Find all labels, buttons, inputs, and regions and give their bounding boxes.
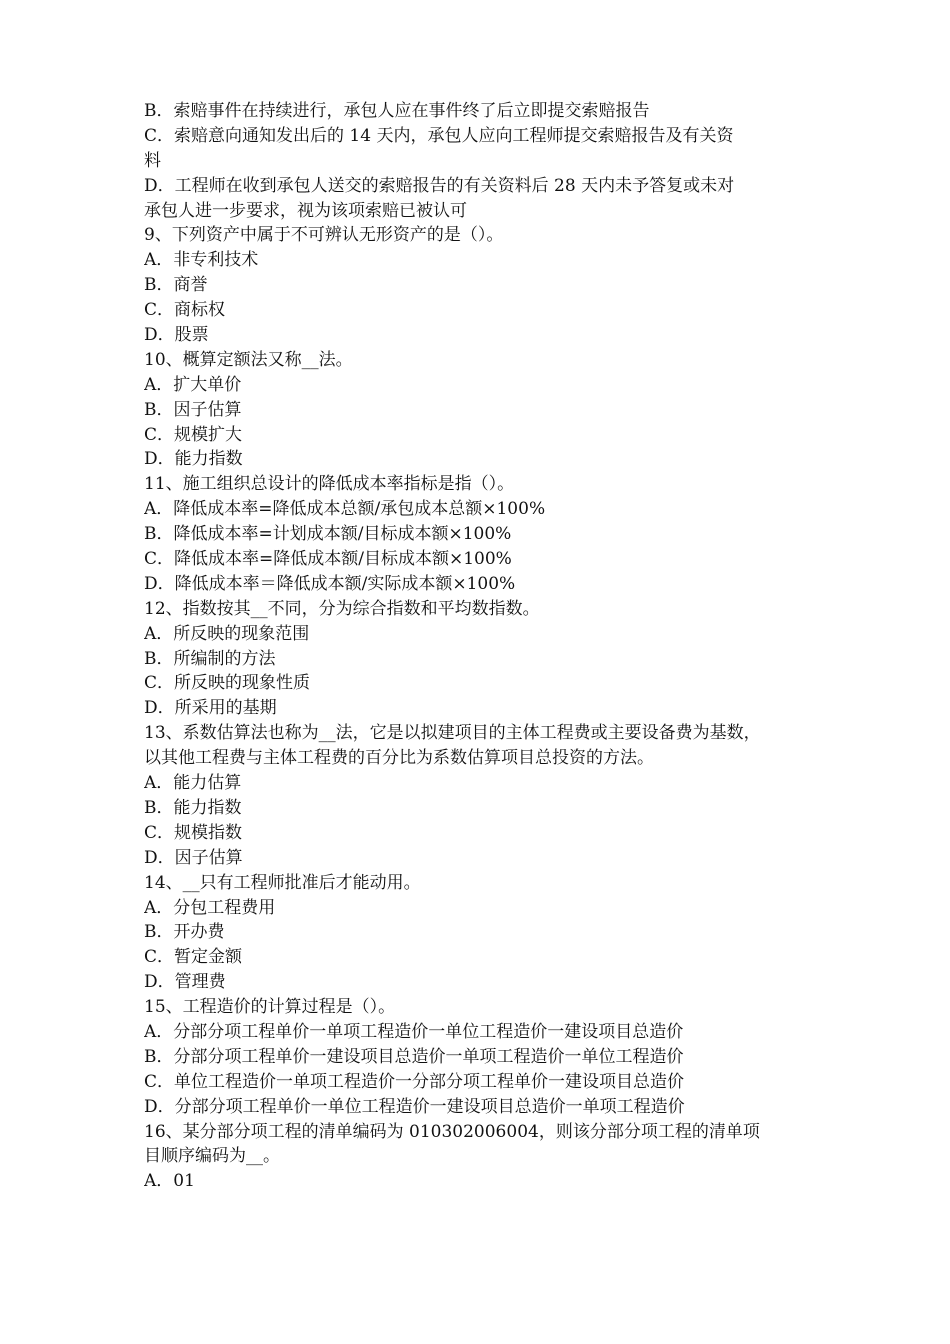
option-line: C．商标权 (144, 300, 226, 321)
text-line: D．工程师在收到承包人送交的索赔报告的有关资料后 28 天内未予答复或未对 (144, 175, 735, 196)
question-stem: 9、下列资产中属于不可辨认无形资产的是（）。 (144, 225, 504, 246)
question-stem: 12、指数按其__不同，分为综合指数和平均数指数。 (144, 598, 540, 619)
option-line: C．暂定金额 (144, 947, 243, 968)
option-line: B．所编制的方法 (144, 648, 276, 669)
question-stem: 10、概算定额法又称__法。 (144, 349, 353, 370)
option-line: D．管理费 (144, 972, 226, 993)
option-line: D．因子估算 (144, 847, 243, 868)
text-line: 料 (144, 150, 161, 171)
option-line: B．商誉 (144, 275, 208, 296)
option-line: D．股票 (144, 325, 209, 346)
option-line: C．降低成本率=降低成本额/目标成本额×100% (144, 549, 512, 570)
option-line: A．分包工程费用 (144, 897, 276, 918)
question-stem: 11、施工组织总设计的降低成本率指标是指（）。 (144, 474, 515, 495)
option-line: A．非专利技术 (144, 250, 259, 271)
option-line: D．分部分项工程单价一单位工程造价一建设项目总造价一单项工程造价 (144, 1096, 685, 1117)
option-line: D．能力指数 (144, 449, 243, 470)
text-line: C．索赔意向通知发出后的 14 天内，承包人应向工程师提交索赔报告及有关资 (144, 125, 734, 146)
question-stem: 15、工程造价的计算过程是（）。 (144, 997, 396, 1018)
option-line: A．01 (144, 1171, 195, 1192)
option-line: A．能力估算 (144, 773, 242, 794)
option-line: B．分部分项工程单价一建设项目总造价一单项工程造价一单位工程造价 (144, 1046, 684, 1067)
option-line: C．规模指数 (144, 822, 243, 843)
option-line: B．因子估算 (144, 399, 242, 420)
option-line: A．降低成本率=降低成本总额/承包成本总额×100% (144, 499, 546, 520)
option-line: B．降低成本率=计划成本额/目标成本额×100% (144, 524, 512, 545)
question-stem: 16、某分部分项工程的清单编码为 010302006004，则该分部分项工程的清单项 (144, 1121, 760, 1142)
option-line: C．所反映的现象性质 (144, 673, 311, 694)
option-line: D．降低成本率＝降低成本额/实际成本额×100% (144, 573, 516, 594)
option-line: C．单位工程造价一单项工程造价一分部分项工程单价一建设项目总造价 (144, 1071, 685, 1092)
text-line: 承包人进一步要求，视为该项索赔已被认可 (144, 200, 467, 221)
option-line: D．所采用的基期 (144, 698, 277, 719)
option-line: A．分部分项工程单价一单项工程造价一单位工程造价一建设项目总造价 (144, 1021, 684, 1042)
question-stem: 目顺序编码为__。 (144, 1146, 280, 1167)
question-stem: 以其他工程费与主体工程费的百分比为系数估算项目总投资的方法。 (144, 748, 654, 769)
document-page (144, 99, 810, 1194)
question-stem: 14、__只有工程师批准后才能动用。 (144, 872, 421, 893)
option-line: A．扩大单价 (144, 374, 242, 395)
option-line: A．所反映的现象范围 (144, 623, 310, 644)
option-line: C．规模扩大 (144, 424, 243, 445)
option-line: B．能力指数 (144, 797, 242, 818)
text-line: B．索赔事件在持续进行，承包人应在事件终了后立即提交索赔报告 (144, 101, 650, 121)
question-stem: 13、系数估算法也称为__法，它是以拟建项目的主体工程费或主要设备费为基数， (144, 723, 761, 744)
option-line: B．开办费 (144, 922, 225, 943)
